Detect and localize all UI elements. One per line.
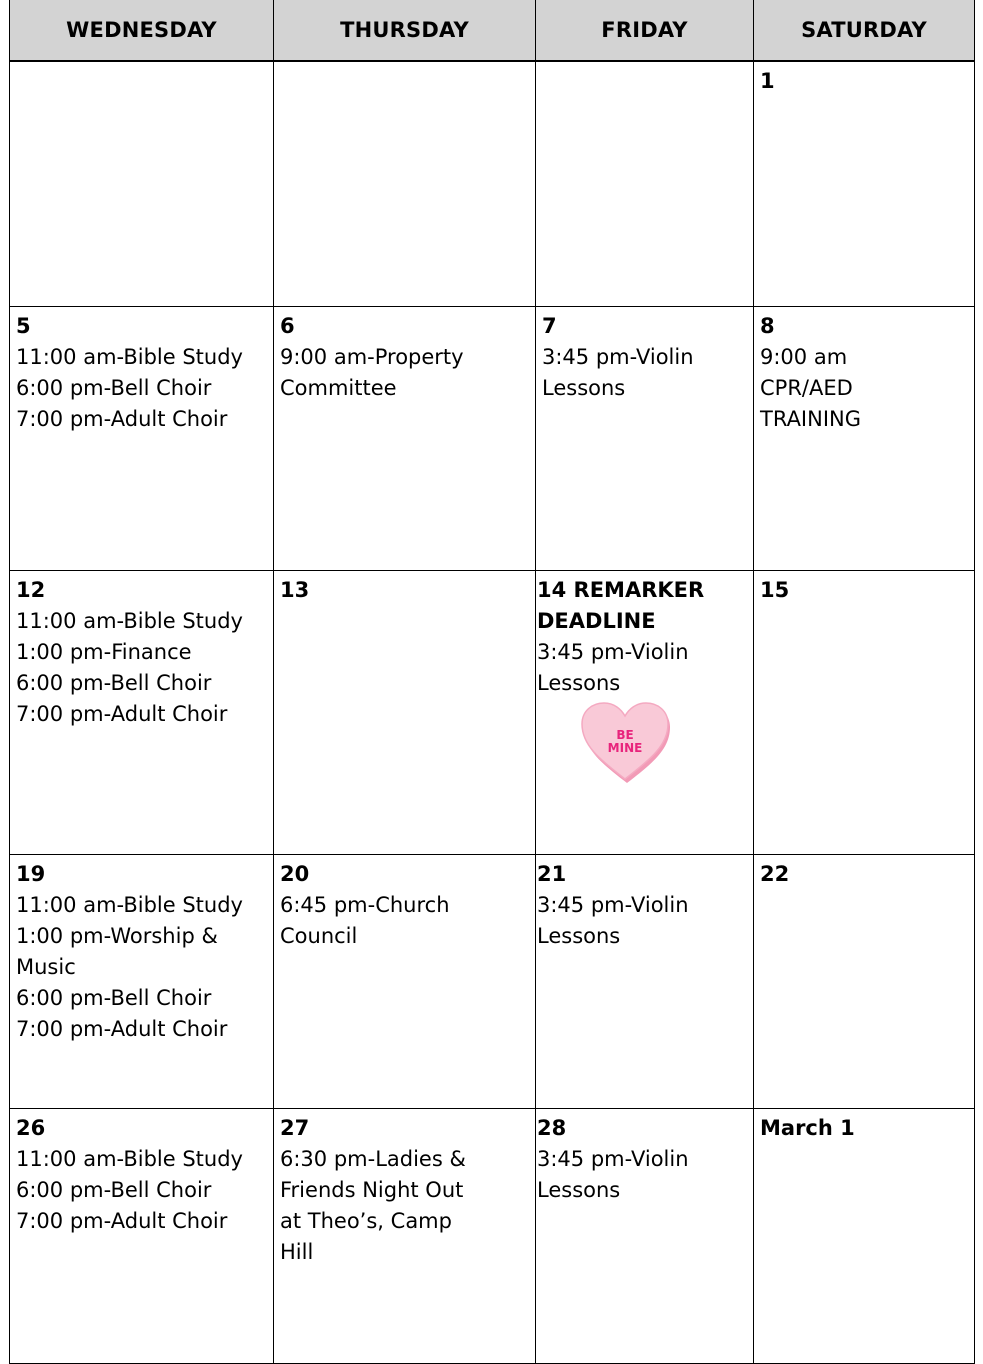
event-entry: 1:00 pm-Finance — [16, 640, 192, 664]
day-cell — [535, 307, 753, 571]
day-number: 5 — [16, 314, 31, 338]
day-number: 7 — [542, 314, 557, 338]
day-cell — [273, 307, 535, 571]
day-number: 26 — [16, 1116, 46, 1140]
day-number: 14 REMARKER DEADLINE — [537, 578, 705, 633]
event-entry: 9:00 am-Property Committee — [280, 345, 464, 400]
event-entry: 3:45 pm-Violin Lessons — [537, 1147, 689, 1202]
weekday-header-label: THURSDAY — [340, 18, 469, 42]
day-cell — [273, 62, 535, 307]
event-entry: 11:00 am-Bible Study — [16, 609, 243, 633]
day-cell — [9, 571, 273, 855]
event-entry: 6:00 pm-Bell Choir — [16, 986, 212, 1010]
day-number: 8 — [760, 314, 775, 338]
day-cell — [753, 1109, 975, 1364]
day-cell — [535, 1109, 753, 1364]
day-cell — [753, 307, 975, 571]
day-cell — [753, 62, 975, 307]
event-entry: 1:00 pm-Worship & Music — [16, 924, 218, 979]
day-number: 21 — [537, 862, 567, 886]
event-entry: 6:00 pm-Bell Choir — [16, 671, 212, 695]
calendar — [9, 0, 975, 1364]
weekday-header-thursday — [273, 0, 535, 62]
day-cell — [9, 1109, 273, 1364]
event-entry: 11:00 am-Bible Study — [16, 1147, 243, 1171]
day-number: 13 — [280, 578, 310, 602]
event-entry: 11:00 am-Bible Study — [16, 893, 243, 917]
event-entry: 6:45 pm-Church Council — [280, 893, 450, 948]
weekday-header-friday — [535, 0, 753, 62]
event-entry: 3:45 pm-Violin Lessons — [537, 640, 689, 695]
heart-text: BE — [616, 728, 634, 742]
event-entry: 3:45 pm-Violin Lessons — [542, 345, 694, 400]
day-cell — [535, 571, 753, 855]
day-cell — [273, 1109, 535, 1364]
event-entry: 9:00 am CPR/AED TRAINING — [760, 345, 862, 431]
weekday-header-label: WEDNESDAY — [66, 18, 217, 42]
weekday-header-saturday — [753, 0, 975, 62]
day-number: 27 — [280, 1116, 310, 1140]
day-cell — [753, 571, 975, 855]
event-entry: 6:00 pm-Bell Choir — [16, 376, 212, 400]
candy-heart-icon — [579, 701, 671, 783]
day-number: 6 — [280, 314, 295, 338]
event-entry: 7:00 pm-Adult Choir — [16, 1017, 228, 1041]
weekday-header-label: FRIDAY — [601, 18, 688, 42]
day-cell — [535, 855, 753, 1109]
event-entry: 7:00 pm-Adult Choir — [16, 702, 228, 726]
weekday-header-wednesday — [9, 0, 273, 62]
heart-text: MINE — [607, 741, 643, 755]
event-entry: 7:00 pm-Adult Choir — [16, 407, 228, 431]
day-number: 28 — [537, 1116, 567, 1140]
weekday-header-label: SATURDAY — [801, 18, 927, 42]
day-number: 22 — [760, 862, 790, 886]
event-entry: 11:00 am-Bible Study — [16, 345, 243, 369]
event-entry: 6:30 pm-Ladies & Friends Night Out at Theo’s, Camp Hill — [280, 1147, 466, 1264]
day-cell — [753, 855, 975, 1109]
event-entry: 6:00 pm-Bell Choir — [16, 1178, 212, 1202]
event-entry: 7:00 pm-Adult Choir — [16, 1209, 228, 1233]
day-number: 1 — [760, 69, 775, 93]
day-number: March 1 — [760, 1116, 855, 1140]
day-cell — [9, 307, 273, 571]
day-number: 19 — [16, 862, 46, 886]
day-cell — [535, 62, 753, 307]
day-cell — [273, 855, 535, 1109]
day-cell — [273, 571, 535, 855]
day-cell — [9, 855, 273, 1109]
day-number: 20 — [280, 862, 310, 886]
day-cell — [9, 62, 273, 307]
event-entry: 3:45 pm-Violin Lessons — [537, 893, 689, 948]
day-number: 15 — [760, 578, 790, 602]
day-number: 12 — [16, 578, 46, 602]
